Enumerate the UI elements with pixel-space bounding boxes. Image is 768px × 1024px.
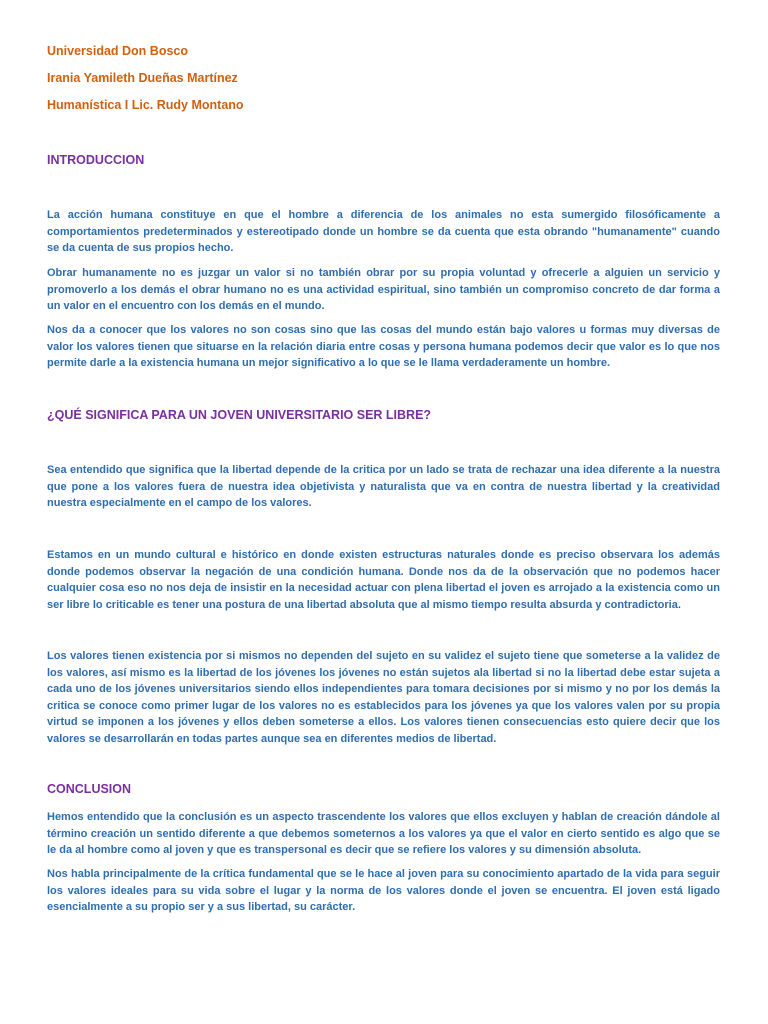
libre-paragraph-3: Los valores tienen existencia por si mismos no dependen del sujeto en su validez el sujeto tiene que someterse a la validez de los valores, así mismo es la libertad de los jóvenes los jóvenes no están sujetos ala libertad si no la libertad debe estar sujeta a cada uno de los jóvenes universitarios siendo ellos independientes para tomara decisiones por si mismo y no por los demás la critica se conoce como primer lugar de los valores no es establecidos para los jóvenes ya que los valores valen por su propia virtud se imponen a los jóvenes y ellos deben someterse a ellos. Los valores tienen consecuencias esto quiere decir que los valores se desarrollarán en todas partes aunque sea en diferentes medios de libertad. <box>47 650 720 745</box>
conclusion-paragraph-2: Nos habla principalmente de la crítica fundamental que se le hace al joven para su conocimiento apartado de la vida para seguir los valores ideales para su vida sobre el lugar y la norma de los valores donde el joven se encuentra. El joven está ligado esencialmente a su propio ser y a sus libertad, su carácter. <box>47 868 720 913</box>
intro-paragraph-3: Nos da a conocer que los valores no son cosas sino que las cosas del mundo están bajo valores u formas muy diversas de valor los valores tienen que situarse en la relación diaria entre cosas y persona humana podemos decir que valor es lo que nos permite darle a la existencia humana un mejor significativo a lo que se le llama verdaderamente un hombre. <box>47 324 720 369</box>
libre-paragraph-1: Sea entendido que significa que la libertad depende de la critica por un lado se trata de rechazar una idea diferente a la nuestra que pone a los valores fuera de nuestra idea objetivista y naturalista que va en contra de nuestra libertad y la creatividad nuestra especialmente en el campo de los valores. <box>47 464 720 509</box>
conclusion-paragraph-1: Hemos entendido que la conclusión es un aspecto trascendente los valores que ellos excluyen y hablan de creación dándole al término creación un sentido diferente a que debemos someternos a los valores ya que el valor en cierto sentido es algo que se le da al hombre como al joven y que es transpersonal es decir que se refiere los valores y su dimensión absoluta. <box>47 811 720 856</box>
university-name: Universidad Don Bosco <box>47 44 188 58</box>
intro-paragraph-2: Obrar humanamente no es juzgar un valor si no también obrar por su propia voluntad y ofrecerle a alguien un servicio y promoverlo a los demás el obrar humano no es una actividad espiritual, sino también un compromiso concreto de dar forma a un valor en el encuentro con los demás en el mundo. <box>47 267 720 312</box>
intro-heading: INTRODUCCION <box>47 153 145 167</box>
course-line: Humanística I Lic. Rudy Montano <box>47 98 244 112</box>
libre-heading: ¿QUÉ SIGNIFICA PARA UN JOVEN UNIVERSITARIO SER LIBRE? <box>47 408 432 422</box>
intro-paragraph-1: La acción humana constituye en que el hombre a diferencia de los animales no esta sumergido filosóficamente a comportamientos predeterminados y estereotipado donde un hombre se da cuenta que esta obrando "humanamente" cuando se da cuenta de sus propios hecho. <box>47 209 720 254</box>
conclusion-heading: CONCLUSION <box>47 782 132 796</box>
libre-paragraph-2: Estamos en un mundo cultural e histórico en donde existen estructuras naturales donde es preciso observara los además donde podemos observar la negación de una condición humana. Donde nos da de la observación que no podemos hacer cualquier cosa eso no nos deja de insistir en la necesidad actuar con plena libertad el joven es arrojado a la existencia como un ser libre lo criticable es tener una postura de una libertad absoluta que al mismo tiempo resulta absurda y contradictoria. <box>47 549 720 611</box>
author-name: Irania Yamileth Dueñas Martínez <box>47 71 238 85</box>
